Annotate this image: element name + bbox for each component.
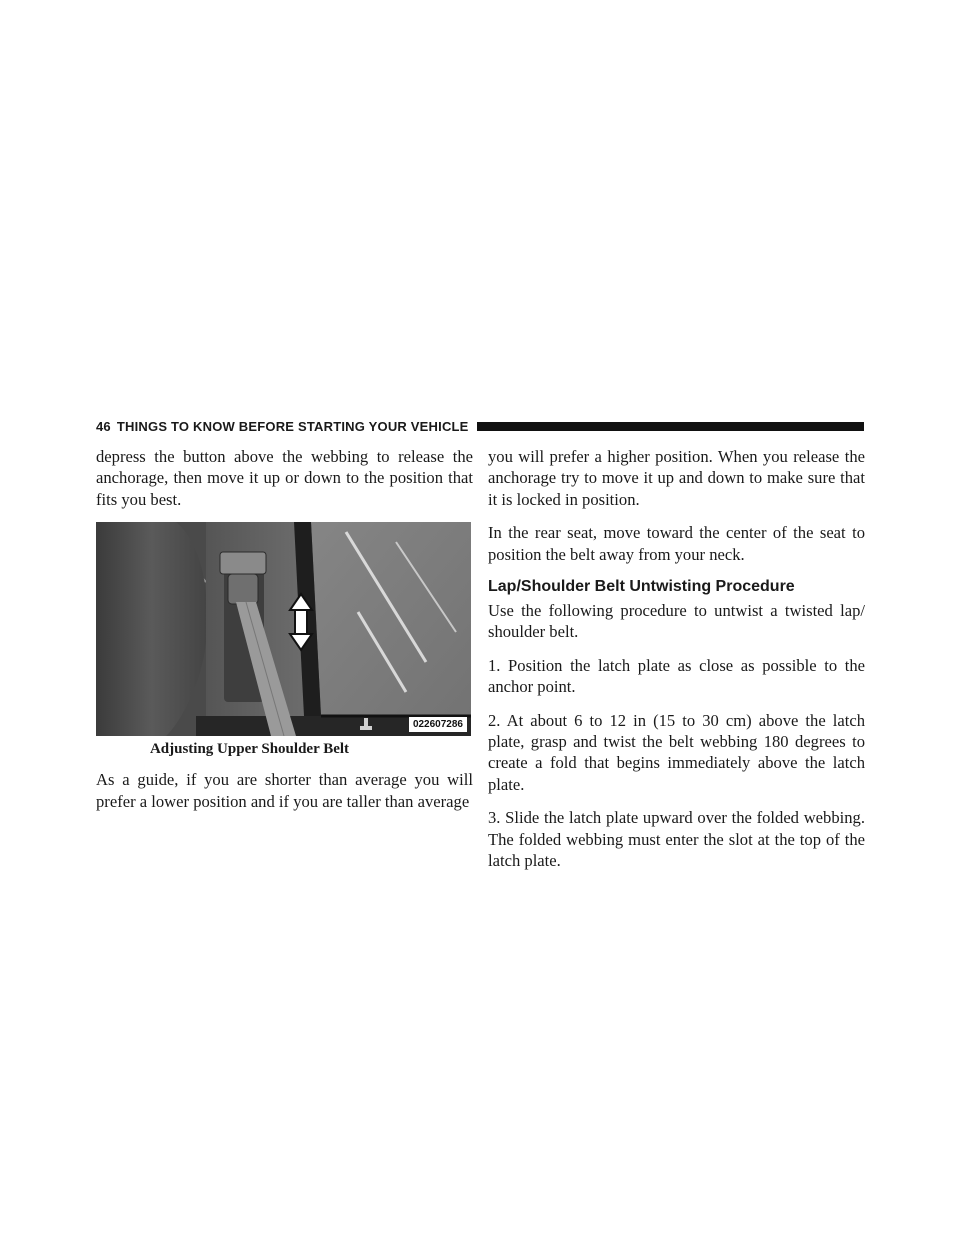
shoulder-belt-figure — [96, 522, 471, 736]
left-paragraph-1: depress the button above the webbing to release the anchorage, then move it up or down to the position that fits you best. — [96, 447, 473, 509]
left-paragraph-2: As a guide, if you are shorter than average you will prefer a lower position and if you are taller than average — [96, 770, 473, 811]
procedure-step-1: 1. Position the latch plate as close as possible to the anchor point. — [488, 655, 865, 697]
right-paragraph-3: Use the following procedure to untwist a twisted lap/ shoulder belt. — [488, 601, 865, 642]
belt-anchorage — [220, 552, 266, 574]
right-paragraph-2: In the rear seat, move toward the center of the seat to position the belt away from your neck. — [488, 523, 865, 564]
page-number: 46 — [96, 418, 111, 434]
section-title: THINGS TO KNOW BEFORE STARTING YOUR VEHICLE — [116, 418, 469, 434]
figure-code: 022607286 — [409, 717, 467, 732]
figure-caption: Adjusting Upper Shoulder Belt — [149, 741, 350, 758]
procedure-step-3: 3. Slide the latch plate upward over the folded webbing. The folded webbing must enter the slot at the top of the latch plate. — [488, 808, 865, 871]
left-column — [96, 446, 473, 824]
header-rule — [477, 422, 864, 431]
shoulder-belt-illustration — [96, 522, 471, 736]
right-column — [488, 446, 865, 884]
section-heading: Lap/Shoulder Belt Untwisting Procedure — [488, 578, 795, 596]
page-header — [96, 416, 864, 436]
procedure-step-2: 2. At about 6 to 12 in (15 to 30 cm) above the latch plate, grasp and twist the belt webbing 180 degrees to create a fold that begins immediately above the latch plate. — [488, 710, 865, 794]
right-paragraph-1: you will prefer a higher position. When you release the anchorage try to move it up and down to make sure that it is locked in position. — [488, 447, 865, 509]
